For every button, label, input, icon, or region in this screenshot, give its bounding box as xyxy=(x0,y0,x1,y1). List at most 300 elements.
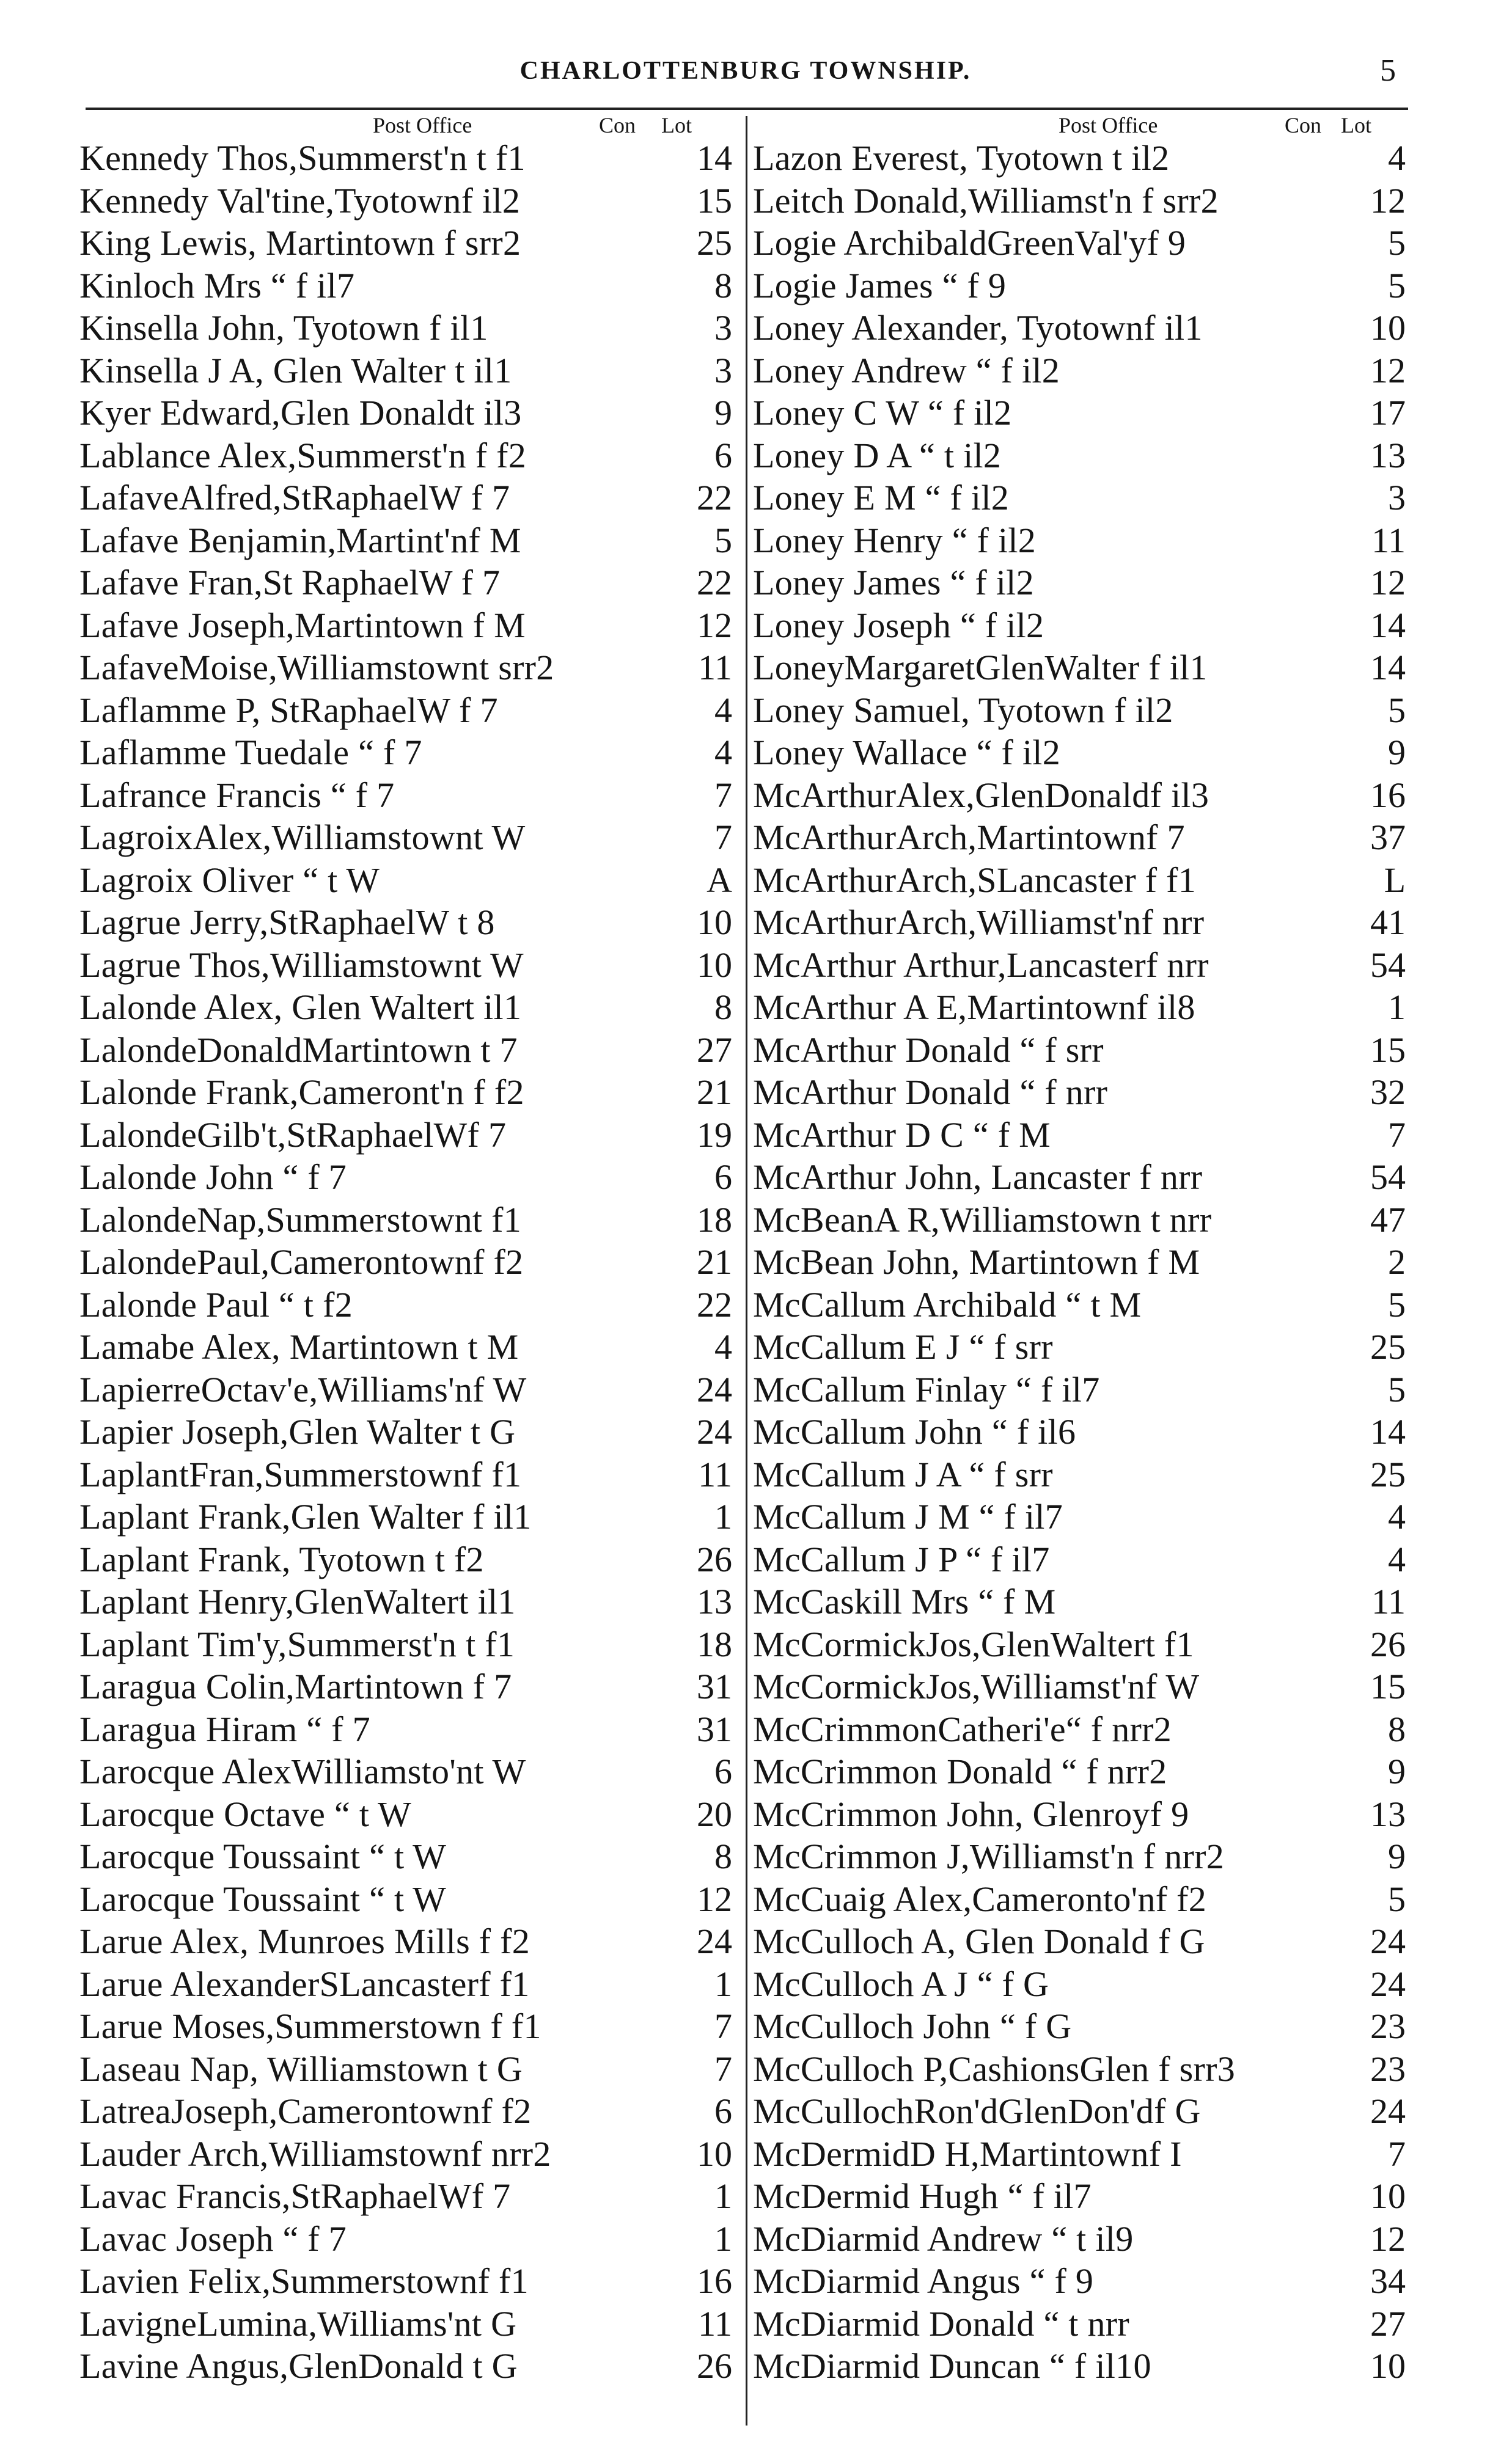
entry-text: McCulloch A, Glen Donald f G xyxy=(753,1921,1205,1961)
entry-text: McCaskill Mrs “ f M xyxy=(753,1582,1056,1621)
entry-text: McCallum J A “ f srr xyxy=(753,1454,1053,1494)
directory-entry xyxy=(753,1835,1406,1878)
entry-text: Lavien Felix,Summerstownf f1 xyxy=(79,2261,529,2301)
directory-entry xyxy=(79,137,732,180)
lot-heading: Lot xyxy=(1341,113,1371,137)
entry-lot: 24 xyxy=(1370,2091,1406,2131)
entry-lot: 26 xyxy=(697,1539,732,1579)
con-heading: Con xyxy=(599,113,636,137)
entry-lot: 8 xyxy=(714,265,732,305)
directory-entry xyxy=(753,137,1406,180)
directory-entry xyxy=(79,1326,732,1369)
directory-entry xyxy=(79,2345,732,2388)
directory-entry xyxy=(79,1411,732,1453)
entry-lot: 6 xyxy=(714,435,732,475)
directory-entry xyxy=(753,816,1406,859)
directory-entry xyxy=(753,2175,1406,2218)
entry-lot: 10 xyxy=(697,945,732,985)
entry-lot: 8 xyxy=(1388,1709,1406,1749)
directory-entry xyxy=(79,1835,732,1878)
entry-lot: 22 xyxy=(697,563,732,602)
entry-lot: 7 xyxy=(1388,1114,1406,1155)
directory-entry xyxy=(753,222,1406,265)
entry-text: Lavac Francis,StRaphaelWf 7 xyxy=(79,2176,511,2216)
entry-text: Laflamme Tuedale “ f 7 xyxy=(79,733,422,772)
directory-entry xyxy=(79,561,732,604)
entry-lot: 8 xyxy=(714,1837,732,1876)
page-number: 5 xyxy=(1380,53,1396,88)
entry-lot: 20 xyxy=(697,1794,732,1834)
post-office-heading: Post Office xyxy=(373,113,472,137)
directory-entry xyxy=(753,774,1406,817)
directory-entry xyxy=(753,1623,1406,1666)
entry-lot: 13 xyxy=(1370,435,1406,475)
entry-text: LapierreOctav'e,Williams'nf W xyxy=(79,1369,527,1409)
directory-entry xyxy=(753,1114,1406,1157)
entry-lot: 13 xyxy=(1370,1794,1406,1834)
directory-entry xyxy=(79,2090,732,2133)
left-column xyxy=(79,109,732,2388)
entry-text: McCrimmonCatheri'e“ f nrr2 xyxy=(753,1709,1172,1749)
entry-lot: 47 xyxy=(1370,1199,1406,1240)
entry-text: McCullochRon'dGlenDon'df G xyxy=(753,2091,1201,2131)
directory-entry xyxy=(753,519,1406,562)
directory-entry xyxy=(79,2218,732,2261)
directory-entry xyxy=(79,1029,732,1072)
entry-text: LoneyMargaretGlenWalter f il1 xyxy=(753,648,1208,687)
entry-lot: 5 xyxy=(1388,690,1406,730)
directory-entry xyxy=(753,1071,1406,1114)
entry-lot: 9 xyxy=(1388,733,1406,772)
entry-lot: 18 xyxy=(697,1199,732,1240)
entry-text: Lafrance Francis “ f 7 xyxy=(79,775,395,815)
entry-lot: 21 xyxy=(697,1072,732,1112)
entry-lot: 14 xyxy=(1370,648,1406,687)
entry-text: Leitch Donald,Williamst'n f srr2 xyxy=(753,180,1219,221)
directory-entry xyxy=(79,2260,732,2303)
entry-text: McCallum Finlay “ f il7 xyxy=(753,1369,1100,1409)
entry-text: Kennedy Thos,Summerst'n t f1 xyxy=(79,138,526,178)
entry-lot: 23 xyxy=(1370,2006,1406,2046)
entry-lot: 4 xyxy=(714,690,732,730)
directory-entry xyxy=(79,1369,732,1411)
entry-text: Loney E M “ f il2 xyxy=(753,478,1010,517)
entry-lot: 41 xyxy=(1370,902,1406,942)
entry-text: McCrimmon J,Williamst'n f nrr2 xyxy=(753,1837,1225,1876)
directory-entry xyxy=(753,434,1406,477)
entry-text: Logie James “ f 9 xyxy=(753,265,1007,305)
entry-text: Kinloch Mrs “ f il7 xyxy=(79,265,355,305)
entry-text: Lagroix Oliver “ t W xyxy=(79,860,380,900)
directory-entry xyxy=(79,1284,732,1326)
entry-text: McCrimmon John, Glenroyf 9 xyxy=(753,1794,1189,1834)
right-column xyxy=(753,109,1406,2388)
entry-text: Larocque Toussaint “ t W xyxy=(79,1837,447,1876)
entry-lot: 17 xyxy=(1370,393,1406,433)
entry-text: Logie ArchibaldGreenVal'yf 9 xyxy=(753,223,1186,263)
directory-entry xyxy=(79,1538,732,1581)
directory-entry xyxy=(79,774,732,817)
entry-text: LafaveAlfred,StRaphaelW f 7 xyxy=(79,478,510,517)
entry-lot: 25 xyxy=(697,223,732,263)
entry-text: McDiarmid Donald “ t nrr xyxy=(753,2303,1130,2344)
entry-text: Laragua Hiram “ f 7 xyxy=(79,1709,370,1749)
entry-text: McCulloch P,CashionsGlen f srr3 xyxy=(753,2049,1236,2089)
directory-entry xyxy=(753,1326,1406,1369)
directory-entry xyxy=(753,2048,1406,2091)
entry-text: Kennedy Val'tine,Tyotownf il2 xyxy=(79,180,521,221)
entry-text: Kinsella J A, Glen Walter t il1 xyxy=(79,350,512,390)
entry-lot: 54 xyxy=(1370,1157,1406,1197)
entry-text: McDiarmid Andrew “ t il9 xyxy=(753,2218,1134,2259)
entry-text: McCallum John “ f il6 xyxy=(753,1412,1076,1452)
directory-entry xyxy=(753,392,1406,434)
directory-entry xyxy=(79,1708,732,1751)
entry-lot: 7 xyxy=(714,2049,732,2089)
entry-text: Lafave Benjamin,Martint'nf M xyxy=(79,520,521,560)
entry-text: Larocque AlexWilliamsto'nt W xyxy=(79,1752,526,1791)
column-divider xyxy=(746,116,747,2426)
entry-text: McDiarmid Angus “ f 9 xyxy=(753,2261,1094,2301)
entry-lot: 14 xyxy=(1370,1412,1406,1452)
entry-text: McCallum E J “ f srr xyxy=(753,1327,1053,1367)
entry-lot: 34 xyxy=(1370,2261,1406,2301)
entry-lot: 22 xyxy=(697,1284,732,1325)
entry-lot: 4 xyxy=(714,1327,732,1367)
entry-lot: 11 xyxy=(698,648,732,687)
directory-entry xyxy=(753,944,1406,987)
directory-entry xyxy=(753,2345,1406,2388)
con-heading: Con xyxy=(1285,113,1322,137)
entry-text: McArthur D C “ f M xyxy=(753,1114,1051,1155)
right-column-header xyxy=(753,109,1406,137)
entry-text: McArthurAlex,GlenDonaldf il3 xyxy=(753,775,1209,815)
directory-entry xyxy=(753,1029,1406,1072)
entry-text: McCulloch John “ f G xyxy=(753,2006,1072,2046)
entry-text: McArthurArch,Williamst'nf nrr xyxy=(753,902,1205,942)
entry-text: Loney Samuel, Tyotown f il2 xyxy=(753,690,1173,730)
directory-entry xyxy=(79,859,732,902)
directory-entry xyxy=(79,307,732,349)
directory-entry xyxy=(753,307,1406,349)
entry-lot: 24 xyxy=(697,1369,732,1409)
entry-lot: 27 xyxy=(1370,2303,1406,2344)
entry-lot: 24 xyxy=(1370,1964,1406,2004)
entry-lot: 4 xyxy=(714,733,732,772)
entry-lot: 5 xyxy=(714,520,732,560)
entry-text: Lamabe Alex, Martintown t M xyxy=(79,1327,519,1367)
entry-text: Loney C W “ f il2 xyxy=(753,393,1012,433)
entry-text: Lazon Everest, Tyotown t il2 xyxy=(753,138,1170,178)
directory-entry xyxy=(79,349,732,392)
directory-entry xyxy=(753,2260,1406,2303)
entry-text: McDiarmid Duncan “ f il10 xyxy=(753,2346,1151,2386)
entry-text: LavigneLumina,Williams'nt G xyxy=(79,2303,517,2344)
entry-text: Loney Andrew “ f il2 xyxy=(753,350,1060,390)
entry-text: McBeanA R,Williamstown t nrr xyxy=(753,1199,1212,1240)
entry-text: McArthur Donald “ f nrr xyxy=(753,1072,1108,1112)
entry-lot: 27 xyxy=(697,1029,732,1070)
entry-lot: 5 xyxy=(1388,1879,1406,1919)
entry-lot: 11 xyxy=(1371,1582,1406,1621)
entry-text: McDermidD H,Martintownf I xyxy=(753,2133,1182,2174)
entry-lot: 7 xyxy=(1388,2133,1406,2174)
entry-lot: 16 xyxy=(697,2261,732,2301)
directory-entry xyxy=(753,1581,1406,1623)
entry-lot: 16 xyxy=(1370,775,1406,815)
entry-lot: 24 xyxy=(1370,1921,1406,1961)
directory-entry xyxy=(79,1623,732,1666)
directory-entry xyxy=(79,2005,732,2048)
entry-lot: 11 xyxy=(698,1454,732,1494)
entry-text: LagroixAlex,Williamstownt W xyxy=(79,817,526,857)
entry-lot: 25 xyxy=(1370,1454,1406,1494)
directory-entry xyxy=(753,561,1406,604)
directory-entry xyxy=(79,477,732,519)
entry-text: Lalonde Frank,Cameront'n f f2 xyxy=(79,1072,524,1112)
directory-entry xyxy=(753,1156,1406,1199)
entry-lot: L xyxy=(1384,860,1406,900)
entry-lot: 1 xyxy=(714,1964,732,2004)
entry-lot: 12 xyxy=(1370,350,1406,390)
entry-lot: 1 xyxy=(714,1497,732,1537)
entry-lot: 14 xyxy=(697,138,732,178)
directory-entry xyxy=(753,1199,1406,1241)
entry-lot: 12 xyxy=(1370,563,1406,602)
directory-entry xyxy=(79,434,732,477)
directory-entry xyxy=(79,944,732,987)
entry-lot: 5 xyxy=(1388,1369,1406,1409)
directory-entry xyxy=(79,1071,732,1114)
entry-text: McArthur A E,Martintownf il8 xyxy=(753,987,1195,1027)
directory-entry xyxy=(753,1241,1406,1284)
entry-lot: 15 xyxy=(697,180,732,221)
entry-text: McCallum J P “ f il7 xyxy=(753,1539,1050,1579)
entry-lot: 23 xyxy=(1370,2049,1406,2089)
directory-entry xyxy=(753,477,1406,519)
directory-entry xyxy=(79,2175,732,2218)
entry-text: McCulloch A J “ f G xyxy=(753,1964,1049,2004)
entry-text: Kinsella John, Tyotown f il1 xyxy=(79,308,488,348)
entry-text: McArthur Donald “ f srr xyxy=(753,1029,1104,1070)
directory-entry xyxy=(753,2303,1406,2345)
directory-entry xyxy=(753,1750,1406,1793)
entry-text: Kyer Edward,Glen Donaldt il3 xyxy=(79,393,522,433)
directory-entry xyxy=(753,1369,1406,1411)
entry-lot: 18 xyxy=(697,1624,732,1664)
directory-entry xyxy=(79,901,732,944)
entry-text: Larue AlexanderSLancasterf f1 xyxy=(79,1964,530,2004)
entry-lot: 6 xyxy=(714,1752,732,1791)
entry-lot: 11 xyxy=(1371,520,1406,560)
entry-lot: 5 xyxy=(1388,223,1406,263)
entry-text: Laplant Frank,Glen Walter f il1 xyxy=(79,1497,532,1537)
entry-lot: 6 xyxy=(714,1157,732,1197)
directory-entry xyxy=(753,2133,1406,2176)
directory-entry xyxy=(79,2048,732,2091)
entry-text: Larue Moses,Summerstown f f1 xyxy=(79,2006,541,2046)
directory-entry xyxy=(79,1665,732,1708)
entry-lot: 5 xyxy=(1388,265,1406,305)
directory-entry xyxy=(79,2133,732,2176)
directory-entry xyxy=(79,1199,732,1241)
entry-text: LafaveMoise,Williamstownt srr2 xyxy=(79,648,554,687)
directory-entry xyxy=(753,180,1406,222)
right-entry-list xyxy=(753,137,1406,2388)
entry-text: McCallum Archibald “ t M xyxy=(753,1284,1142,1325)
directory-entry xyxy=(753,1793,1406,1836)
lot-heading: Lot xyxy=(661,113,692,137)
directory-entry xyxy=(753,1878,1406,1921)
entry-lot: 10 xyxy=(1370,2346,1406,2386)
directory-entry xyxy=(79,646,732,689)
entry-lot: 1 xyxy=(714,2218,732,2259)
entry-lot: 9 xyxy=(714,393,732,433)
entry-text: LalondeNap,Summerstownt f1 xyxy=(79,1199,522,1240)
entry-lot: 26 xyxy=(697,2346,732,2386)
directory-entry xyxy=(79,1793,732,1836)
entry-lot: 37 xyxy=(1370,817,1406,857)
directory-entry xyxy=(79,1453,732,1496)
entry-lot: 15 xyxy=(1370,1029,1406,1070)
directory-entry xyxy=(753,265,1406,307)
directory-entry xyxy=(753,986,1406,1029)
directory-entry xyxy=(79,604,732,647)
directory-entry xyxy=(79,222,732,265)
entry-lot: 12 xyxy=(1370,180,1406,221)
directory-entry xyxy=(753,1708,1406,1751)
entry-text: Lavac Joseph “ f 7 xyxy=(79,2218,347,2259)
entry-lot: 8 xyxy=(714,987,732,1027)
entry-lot: 5 xyxy=(1388,1284,1406,1325)
entry-text: Laseau Nap, Williamstown t G xyxy=(79,2049,523,2089)
entry-lot: 24 xyxy=(697,1921,732,1961)
entry-text: Lalonde Paul “ t f2 xyxy=(79,1284,353,1325)
entry-text: Lafave Joseph,Martintown f M xyxy=(79,605,526,645)
directory-entry xyxy=(79,1920,732,1963)
entry-text: Lapier Joseph,Glen Walter t G xyxy=(79,1412,516,1452)
entry-text: McArthurArch,SLancaster f f1 xyxy=(753,860,1197,900)
entry-text: McDermid Hugh “ f il7 xyxy=(753,2176,1092,2216)
directory-entry xyxy=(79,986,732,1029)
entry-lot: 19 xyxy=(697,1114,732,1155)
entry-lot: 4 xyxy=(1388,1497,1406,1537)
directory-entry xyxy=(753,2090,1406,2133)
entry-text: Laplant Tim'y,Summerst'n t f1 xyxy=(79,1624,515,1664)
entry-text: Lalonde Alex, Glen Waltert il1 xyxy=(79,987,522,1027)
entry-lot: 54 xyxy=(1370,945,1406,985)
entry-text: Loney D A “ t il2 xyxy=(753,435,1002,475)
directory-entry xyxy=(753,2218,1406,2261)
entry-lot: 24 xyxy=(697,1412,732,1452)
entry-lot: 15 xyxy=(1370,1667,1406,1706)
entry-lot: 3 xyxy=(1388,478,1406,517)
entry-text: LaplantFran,Summerstownf f1 xyxy=(79,1454,522,1494)
directory-entry xyxy=(753,2005,1406,2048)
entry-lot: 31 xyxy=(697,1709,732,1749)
entry-lot: 10 xyxy=(1370,308,1406,348)
entry-lot: 3 xyxy=(714,308,732,348)
entry-lot: 7 xyxy=(714,775,732,815)
entry-lot: 9 xyxy=(1388,1752,1406,1791)
entry-text: Lafave Fran,St RaphaelW f 7 xyxy=(79,563,501,602)
directory-entry xyxy=(79,1496,732,1538)
entry-text: Larocque Octave “ t W xyxy=(79,1794,412,1834)
directory-entry xyxy=(753,349,1406,392)
entry-text: Larocque Toussaint “ t W xyxy=(79,1879,447,1919)
entry-text: Loney James “ f il2 xyxy=(753,563,1034,602)
entry-lot: 12 xyxy=(697,605,732,645)
entry-text: McArthur John, Lancaster f nrr xyxy=(753,1157,1203,1197)
entry-lot: 12 xyxy=(1370,2218,1406,2259)
entry-text: Loney Wallace “ f il2 xyxy=(753,733,1061,772)
entry-text: Lagrue Thos,Williamstownt W xyxy=(79,945,524,985)
directory-entry xyxy=(753,859,1406,902)
entry-text: Laragua Colin,Martintown f 7 xyxy=(79,1667,512,1706)
directory-entry xyxy=(753,689,1406,732)
directory-entry xyxy=(753,1538,1406,1581)
entry-text: LalondeDonaldMartintown t 7 xyxy=(79,1029,518,1070)
entry-lot: 6 xyxy=(714,2091,732,2131)
entry-lot: 31 xyxy=(697,1667,732,1706)
entry-lot: 10 xyxy=(1370,2176,1406,2216)
entry-lot: 1 xyxy=(1388,987,1406,1027)
entry-text: Loney Henry “ f il2 xyxy=(753,520,1037,560)
directory-entry xyxy=(753,901,1406,944)
entry-text: Laflamme P, StRaphaelW f 7 xyxy=(79,690,498,730)
directory-entry xyxy=(79,731,732,774)
directory-entry xyxy=(79,1750,732,1793)
entry-lot: 2 xyxy=(1388,1242,1406,1282)
entry-text: LatreaJoseph,Camerontownf f2 xyxy=(79,2091,532,2131)
directory-entry xyxy=(753,1963,1406,2006)
directory-entry xyxy=(79,689,732,732)
directory-entry xyxy=(79,2303,732,2345)
entry-text: Laplant Henry,GlenWaltert il1 xyxy=(79,1582,516,1621)
entry-lot: 9 xyxy=(1388,1837,1406,1876)
entry-lot: 3 xyxy=(714,350,732,390)
entry-text: Loney Joseph “ f il2 xyxy=(753,605,1044,645)
entry-text: Larue Alex, Munroes Mills f f2 xyxy=(79,1921,530,1961)
post-office-heading: Post Office xyxy=(1059,113,1158,137)
entry-text: McCrimmon Donald “ f nrr2 xyxy=(753,1752,1167,1791)
entry-text: Lalonde John “ f 7 xyxy=(79,1157,347,1197)
entry-lot: 7 xyxy=(714,817,732,857)
entry-text: McCuaig Alex,Cameronto'nf f2 xyxy=(753,1879,1207,1919)
entry-lot: 1 xyxy=(714,2176,732,2216)
entry-lot: 14 xyxy=(1370,605,1406,645)
entry-text: Lauder Arch,Williamstownf nrr2 xyxy=(79,2133,551,2174)
directory-entry xyxy=(753,731,1406,774)
entry-lot: A xyxy=(706,860,732,900)
directory-entry xyxy=(79,265,732,307)
directory-entry xyxy=(79,180,732,222)
entry-lot: 26 xyxy=(1370,1624,1406,1664)
directory-entry xyxy=(753,1411,1406,1453)
entry-text: McArthurArch,Martintownf 7 xyxy=(753,817,1185,857)
left-entry-list xyxy=(79,137,732,2388)
directory-entry xyxy=(753,1453,1406,1496)
directory-entry xyxy=(79,1241,732,1284)
directory-entry xyxy=(79,1878,732,1921)
entry-lot: 12 xyxy=(697,1879,732,1919)
directory-entry xyxy=(79,392,732,434)
directory-entry xyxy=(79,1963,732,2006)
entry-lot: 25 xyxy=(1370,1327,1406,1367)
left-column-header xyxy=(79,109,732,137)
entry-lot: 22 xyxy=(697,478,732,517)
directory-entry xyxy=(753,1496,1406,1538)
